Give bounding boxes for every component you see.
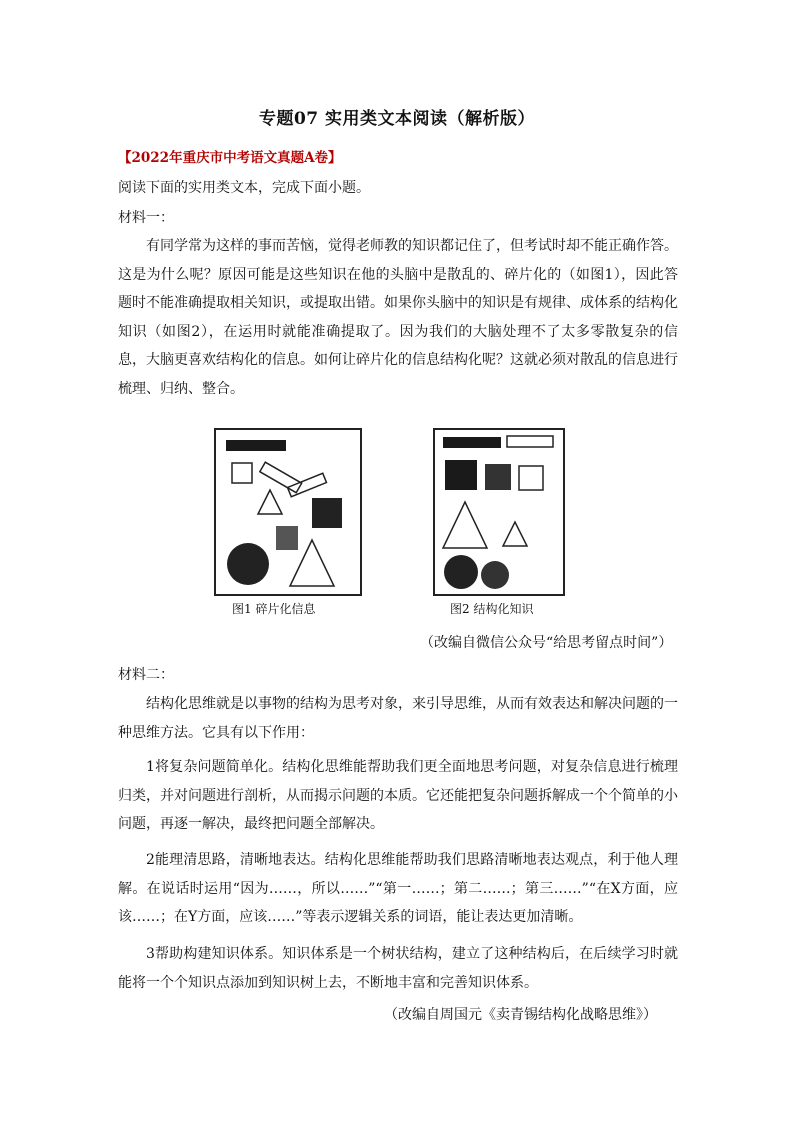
figure2-caption: 图2 结构化知识 [450, 602, 534, 616]
material1-source: （改编自微信公众号“给思考留点时间”） [420, 635, 673, 651]
fig1-dark-square-1 [312, 498, 342, 528]
fig1-tilted-bar-1 [260, 462, 302, 493]
fig2-black-bar [443, 437, 501, 448]
fig1-grey-square [276, 526, 298, 550]
figure2-shapes [435, 430, 563, 594]
material2-point-2: 2能理清思路，清晰地表达。结构化思维能帮助我们思路清晰地表达观点，利于他人理解。在说话时运用“因为……，所以……”“第一……；第二……；第三……”“在X方面，应该……；在Y方面，应该……”等表示逻辑关系的词语，能让表达更加清晰。 [118, 852, 678, 925]
figure1-fragmented-info [214, 428, 362, 596]
material1-paragraph: 有同学常为这样的事而苦恼，觉得老师教的知识都记住了，但考试时却不能正确作答。这是为什么呢？原因可能是这些知识在他的头脑中是散乱的、碎片化的（如图1），因此答题时不能准确提取相关知识，或提取出错。如果你头脑中的知识是有规律、成体系的结构化知识（如图2），在运用时就能准确提取了。因为我们的大脑处理不了太多零散复杂的信息，大脑更喜欢结构化的信息。如何让碎片化的信息结构化呢？这就必须对散乱的信息进行梳理、归纳、整合。 [118, 238, 678, 397]
fig2-circle-1 [444, 555, 478, 589]
fig2-square-1 [445, 460, 477, 490]
fig1-dark-circle [227, 543, 269, 585]
fig1-tilted-bar-2 [288, 473, 327, 497]
exam-source-tag: 【2022年重庆市中考语文真题A卷】 [118, 150, 342, 166]
material2-point-1: 1将复杂问题简单化。结构化思维能帮助我们更全面地思考问题，对复杂信息进行梳理归类，并对问题进行剖析，从而揭示问题的本质。它还能把复杂问题拆解成一个个简单的小问题，再逐一解决，最终把问题全部解决。 [118, 759, 678, 832]
material2-intro: 结构化思维就是以事物的结构为思考对象，来引导思维，从而有效表达和解决问题的一种思维方法。它具有以下作用： [118, 696, 678, 741]
fig2-square-3 [519, 466, 543, 490]
fig1-small-triangle [258, 490, 282, 514]
fig2-square-2 [485, 464, 511, 490]
material1-label: 材料一： [118, 210, 174, 226]
instruction: 阅读下面的实用类文本，完成下面小题。 [118, 180, 370, 196]
fig1-small-square [232, 463, 252, 483]
material2-label: 材料二： [118, 667, 174, 683]
fig1-black-bar [226, 440, 286, 451]
material2-point-3: 3帮助构建知识体系。知识体系是一个树状结构，建立了这种结构后，在后续学习时就能将一个个知识点添加到知识树上去，不断地丰富和完善知识体系。 [118, 946, 678, 991]
figure1-caption: 图1 碎片化信息 [232, 602, 316, 616]
figure1-shapes [216, 430, 360, 594]
fig2-small-triangle [503, 522, 527, 546]
fig2-circle-2 [481, 561, 509, 589]
fig2-large-triangle [443, 502, 487, 548]
page-title: 专题07 实用类文本阅读（解析版） [258, 109, 536, 129]
figure2-structured-knowledge [433, 428, 565, 596]
material2-source: （改编自周国元《卖青锡结构化战略思维》） [384, 1007, 657, 1023]
fig2-outline-bar [507, 436, 553, 447]
